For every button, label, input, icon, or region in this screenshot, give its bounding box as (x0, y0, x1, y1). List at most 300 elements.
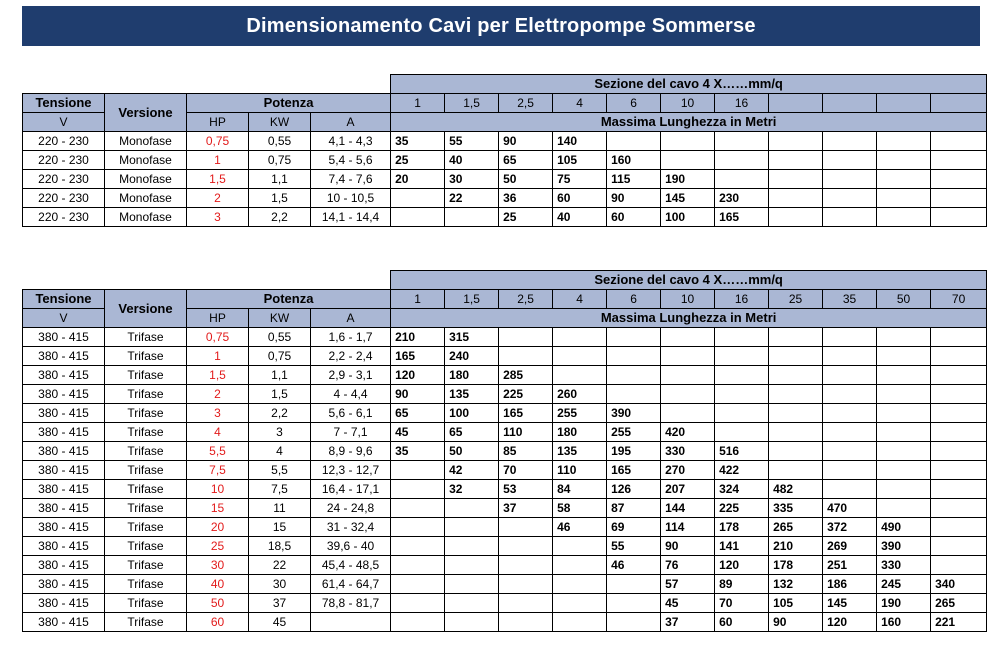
length-cell: 90 (661, 537, 715, 556)
length-cell (931, 208, 987, 227)
length-cell: 490 (877, 518, 931, 537)
length-cell (769, 461, 823, 480)
tensione-header: Tensione (23, 290, 105, 309)
hp-cell: 1,5 (187, 366, 249, 385)
potenza-header: Potenza (187, 94, 391, 113)
table-row (23, 385, 987, 404)
length-cell (607, 328, 661, 347)
kw-unit-header: KW (249, 113, 311, 132)
section-size-cell (823, 94, 877, 113)
kw-cell: 11 (249, 499, 311, 518)
ampere-cell: 24 - 24,8 (311, 499, 391, 518)
table-row (23, 461, 987, 480)
length-cell: 230 (715, 189, 769, 208)
tensione-cell: 380 - 415 (23, 404, 105, 423)
hp-cell: 2 (187, 385, 249, 404)
length-cell (715, 423, 769, 442)
tensione-cell: 380 - 415 (23, 328, 105, 347)
hp-cell: 3 (187, 404, 249, 423)
section-size-cell: 50 (877, 290, 931, 309)
length-cell: 65 (499, 151, 553, 170)
length-cell: 37 (499, 499, 553, 518)
length-cell (715, 385, 769, 404)
length-cell: 45 (391, 423, 445, 442)
length-cell: 32 (445, 480, 499, 499)
length-cell (823, 461, 877, 480)
trifase-table (22, 270, 987, 632)
kw-cell: 1,1 (249, 366, 311, 385)
length-cell: 115 (607, 170, 661, 189)
length-cell (553, 537, 607, 556)
length-cell: 145 (823, 594, 877, 613)
sezione-header: Sezione del cavo 4 X……mm/q (391, 271, 987, 290)
length-cell (715, 132, 769, 151)
length-cell: 324 (715, 480, 769, 499)
kw-cell: 45 (249, 613, 311, 632)
versione-cell: Trifase (105, 423, 187, 442)
kw-cell: 2,2 (249, 404, 311, 423)
table-row (23, 189, 987, 208)
length-cell: 135 (445, 385, 499, 404)
v-unit-header: V (23, 309, 105, 328)
length-cell (499, 518, 553, 537)
length-cell (553, 613, 607, 632)
length-cell (391, 594, 445, 613)
kw-cell: 0,75 (249, 151, 311, 170)
blank-cell (23, 271, 391, 290)
length-cell: 390 (607, 404, 661, 423)
hp-cell: 4 (187, 423, 249, 442)
ampere-cell: 78,8 - 81,7 (311, 594, 391, 613)
length-cell: 40 (553, 208, 607, 227)
length-cell: 58 (553, 499, 607, 518)
length-cell: 65 (391, 404, 445, 423)
length-cell (931, 461, 987, 480)
kw-cell: 1,1 (249, 170, 311, 189)
section-size-cell (931, 94, 987, 113)
length-cell: 141 (715, 537, 769, 556)
length-cell (445, 499, 499, 518)
versione-cell: Trifase (105, 537, 187, 556)
length-cell (823, 151, 877, 170)
length-cell: 330 (661, 442, 715, 461)
length-cell: 135 (553, 442, 607, 461)
length-cell: 165 (499, 404, 553, 423)
v-unit-header: V (23, 113, 105, 132)
length-cell: 482 (769, 480, 823, 499)
length-cell (391, 461, 445, 480)
length-cell (877, 189, 931, 208)
length-cell (769, 366, 823, 385)
kw-cell: 0,55 (249, 132, 311, 151)
tensione-cell: 380 - 415 (23, 613, 105, 632)
versione-header: Versione (105, 94, 187, 132)
section-size-cell: 1 (391, 94, 445, 113)
length-cell: 178 (769, 556, 823, 575)
ampere-cell: 10 - 10,5 (311, 189, 391, 208)
length-cell (769, 347, 823, 366)
length-cell (661, 151, 715, 170)
length-cell: 90 (769, 613, 823, 632)
length-cell (445, 594, 499, 613)
length-cell (607, 594, 661, 613)
length-cell (391, 537, 445, 556)
length-cell (769, 208, 823, 227)
table-row (23, 480, 987, 499)
length-cell: 84 (553, 480, 607, 499)
length-cell (715, 347, 769, 366)
tensione-header: Tensione (23, 94, 105, 113)
length-cell: 114 (661, 518, 715, 537)
table-row (23, 613, 987, 632)
section-size-cell: 4 (553, 94, 607, 113)
versione-cell: Trifase (105, 404, 187, 423)
tensione-cell: 380 - 415 (23, 499, 105, 518)
length-cell (931, 328, 987, 347)
hp-cell: 5,5 (187, 442, 249, 461)
length-cell: 330 (877, 556, 931, 575)
length-cell: 516 (715, 442, 769, 461)
length-cell: 70 (499, 461, 553, 480)
length-cell (607, 575, 661, 594)
length-cell: 60 (607, 208, 661, 227)
versione-cell: Trifase (105, 385, 187, 404)
versione-cell: Trifase (105, 366, 187, 385)
section-size-cell: 6 (607, 94, 661, 113)
length-cell (931, 132, 987, 151)
section-size-cell: 6 (607, 290, 661, 309)
length-cell (499, 328, 553, 347)
ampere-cell: 7,4 - 7,6 (311, 170, 391, 189)
length-cell: 120 (715, 556, 769, 575)
length-cell (931, 347, 987, 366)
tensione-cell: 220 - 230 (23, 132, 105, 151)
length-cell (931, 442, 987, 461)
kw-cell: 0,75 (249, 347, 311, 366)
length-cell (661, 347, 715, 366)
hp-cell: 40 (187, 575, 249, 594)
length-cell (823, 208, 877, 227)
length-cell: 90 (499, 132, 553, 151)
length-cell (661, 385, 715, 404)
section-size-cell: 16 (715, 94, 769, 113)
length-cell (769, 170, 823, 189)
ampere-cell: 39,6 - 40 (311, 537, 391, 556)
length-cell (823, 480, 877, 499)
section-size-cell (877, 94, 931, 113)
length-cell: 335 (769, 499, 823, 518)
length-cell (391, 575, 445, 594)
section-size-cell: 4 (553, 290, 607, 309)
length-cell: 251 (823, 556, 877, 575)
length-cell: 110 (499, 423, 553, 442)
section-size-cell: 25 (769, 290, 823, 309)
length-cell: 90 (607, 189, 661, 208)
length-cell (391, 518, 445, 537)
length-cell: 30 (445, 170, 499, 189)
table-row (23, 132, 987, 151)
section-size-cell: 1,5 (445, 94, 499, 113)
length-cell: 75 (553, 170, 607, 189)
column-header-row (23, 290, 987, 309)
length-cell (877, 366, 931, 385)
versione-cell: Trifase (105, 328, 187, 347)
table-row (23, 328, 987, 347)
kw-cell: 4 (249, 442, 311, 461)
length-cell (823, 170, 877, 189)
length-cell: 37 (661, 613, 715, 632)
tensione-cell: 380 - 415 (23, 556, 105, 575)
section-size-cell: 2,5 (499, 290, 553, 309)
length-cell (661, 404, 715, 423)
length-cell: 55 (445, 132, 499, 151)
length-cell (931, 189, 987, 208)
hp-cell: 10 (187, 480, 249, 499)
ampere-cell: 16,4 - 17,1 (311, 480, 391, 499)
versione-cell: Trifase (105, 575, 187, 594)
length-cell (769, 328, 823, 347)
length-cell: 53 (499, 480, 553, 499)
versione-cell: Trifase (105, 442, 187, 461)
monofase-table (22, 74, 987, 227)
hp-cell: 0,75 (187, 328, 249, 347)
length-cell (823, 132, 877, 151)
table-row (23, 347, 987, 366)
length-cell: 35 (391, 442, 445, 461)
length-cell: 105 (553, 151, 607, 170)
table-row (23, 366, 987, 385)
length-cell (391, 499, 445, 518)
length-cell (769, 151, 823, 170)
length-cell (877, 347, 931, 366)
length-cell (661, 366, 715, 385)
length-cell: 165 (715, 208, 769, 227)
length-cell: 265 (769, 518, 823, 537)
hp-cell: 50 (187, 594, 249, 613)
length-cell (553, 328, 607, 347)
versione-cell: Trifase (105, 499, 187, 518)
versione-cell: Monofase (105, 132, 187, 151)
length-cell (607, 613, 661, 632)
massima-header: Massima Lunghezza in Metri (391, 113, 987, 132)
length-cell (769, 423, 823, 442)
length-cell (553, 347, 607, 366)
length-cell: 60 (715, 613, 769, 632)
tensione-cell: 380 - 415 (23, 575, 105, 594)
section-size-cell (769, 94, 823, 113)
tensione-cell: 220 - 230 (23, 151, 105, 170)
length-cell (931, 518, 987, 537)
ampere-cell: 2,2 - 2,4 (311, 347, 391, 366)
length-cell: 255 (553, 404, 607, 423)
ampere-cell: 4 - 4,4 (311, 385, 391, 404)
ampere-cell: 2,9 - 3,1 (311, 366, 391, 385)
length-cell (499, 556, 553, 575)
length-cell: 70 (715, 594, 769, 613)
length-cell: 22 (445, 189, 499, 208)
table-row (23, 423, 987, 442)
length-cell: 40 (445, 151, 499, 170)
ampere-cell: 14,1 - 14,4 (311, 208, 391, 227)
versione-cell: Trifase (105, 613, 187, 632)
length-cell (715, 366, 769, 385)
hp-cell: 25 (187, 537, 249, 556)
tensione-cell: 380 - 415 (23, 518, 105, 537)
versione-header: Versione (105, 290, 187, 328)
ampere-cell: 5,4 - 5,6 (311, 151, 391, 170)
length-cell: 190 (877, 594, 931, 613)
length-cell: 178 (715, 518, 769, 537)
length-cell (607, 366, 661, 385)
length-cell (823, 328, 877, 347)
ampere-cell: 7 - 7,1 (311, 423, 391, 442)
length-cell (553, 575, 607, 594)
hp-cell: 0,75 (187, 132, 249, 151)
versione-cell: Trifase (105, 556, 187, 575)
length-cell (715, 328, 769, 347)
length-cell (877, 442, 931, 461)
length-cell: 55 (607, 537, 661, 556)
length-cell: 20 (391, 170, 445, 189)
length-cell (445, 613, 499, 632)
length-cell: 126 (607, 480, 661, 499)
length-cell: 25 (499, 208, 553, 227)
length-cell (931, 423, 987, 442)
hp-cell: 20 (187, 518, 249, 537)
kw-cell: 30 (249, 575, 311, 594)
length-cell (391, 480, 445, 499)
length-cell (499, 594, 553, 613)
length-cell: 470 (823, 499, 877, 518)
section-size-cell: 16 (715, 290, 769, 309)
length-cell (823, 404, 877, 423)
tensione-cell: 380 - 415 (23, 347, 105, 366)
length-cell (715, 170, 769, 189)
length-cell (445, 208, 499, 227)
versione-cell: Monofase (105, 208, 187, 227)
kw-cell: 1,5 (249, 385, 311, 404)
length-cell: 50 (499, 170, 553, 189)
length-cell (823, 347, 877, 366)
length-cell: 145 (661, 189, 715, 208)
length-cell (823, 366, 877, 385)
table-row (23, 594, 987, 613)
table-row (23, 537, 987, 556)
section-size-cell: 35 (823, 290, 877, 309)
length-cell: 65 (445, 423, 499, 442)
length-cell: 210 (391, 328, 445, 347)
kw-cell: 1,5 (249, 189, 311, 208)
table-row (23, 170, 987, 189)
length-cell: 195 (607, 442, 661, 461)
length-cell (715, 404, 769, 423)
ampere-cell: 1,6 - 1,7 (311, 328, 391, 347)
length-cell: 100 (445, 404, 499, 423)
length-cell: 120 (823, 613, 877, 632)
length-cell: 190 (661, 170, 715, 189)
table-row (23, 404, 987, 423)
length-cell (877, 461, 931, 480)
length-cell (607, 347, 661, 366)
length-cell (391, 189, 445, 208)
length-cell: 160 (877, 613, 931, 632)
length-cell (445, 556, 499, 575)
length-cell (661, 328, 715, 347)
length-cell: 245 (877, 575, 931, 594)
length-cell: 372 (823, 518, 877, 537)
length-cell (931, 366, 987, 385)
tensione-cell: 220 - 230 (23, 170, 105, 189)
length-cell (445, 575, 499, 594)
length-cell (499, 613, 553, 632)
table-row (23, 151, 987, 170)
length-cell (931, 499, 987, 518)
hp-cell: 60 (187, 613, 249, 632)
length-cell (877, 170, 931, 189)
length-cell: 390 (877, 537, 931, 556)
length-cell: 60 (553, 189, 607, 208)
ampere-cell: 4,1 - 4,3 (311, 132, 391, 151)
page-title: Dimensionamento Cavi per Elettropompe Sommerse (22, 6, 980, 46)
length-cell (499, 575, 553, 594)
length-cell: 87 (607, 499, 661, 518)
tensione-cell: 220 - 230 (23, 189, 105, 208)
length-cell: 45 (661, 594, 715, 613)
length-cell: 90 (391, 385, 445, 404)
kw-cell: 18,5 (249, 537, 311, 556)
potenza-header: Potenza (187, 290, 391, 309)
length-cell: 210 (769, 537, 823, 556)
length-cell: 269 (823, 537, 877, 556)
length-cell (931, 556, 987, 575)
length-cell: 132 (769, 575, 823, 594)
ampere-cell (311, 613, 391, 632)
section-size-cell: 70 (931, 290, 987, 309)
length-cell: 340 (931, 575, 987, 594)
section-size-cell: 1,5 (445, 290, 499, 309)
length-cell: 165 (391, 347, 445, 366)
length-cell (553, 594, 607, 613)
hp-cell: 15 (187, 499, 249, 518)
length-cell: 285 (499, 366, 553, 385)
versione-cell: Trifase (105, 461, 187, 480)
length-cell (823, 442, 877, 461)
kw-cell: 7,5 (249, 480, 311, 499)
column-header-row (23, 94, 987, 113)
length-cell: 76 (661, 556, 715, 575)
tensione-cell: 380 - 415 (23, 442, 105, 461)
tensione-cell: 380 - 415 (23, 385, 105, 404)
length-cell (769, 385, 823, 404)
length-cell (877, 499, 931, 518)
length-cell: 85 (499, 442, 553, 461)
sezione-header: Sezione del cavo 4 X……mm/q (391, 75, 987, 94)
length-cell: 46 (553, 518, 607, 537)
length-cell: 35 (391, 132, 445, 151)
ampere-cell: 61,4 - 64,7 (311, 575, 391, 594)
versione-cell: Trifase (105, 518, 187, 537)
hp-cell: 30 (187, 556, 249, 575)
table-row (23, 499, 987, 518)
section-size-cell: 1 (391, 290, 445, 309)
table-row (23, 556, 987, 575)
blank-cell (23, 75, 391, 94)
kw-cell: 37 (249, 594, 311, 613)
length-cell: 180 (445, 366, 499, 385)
versione-cell: Monofase (105, 170, 187, 189)
length-cell (877, 385, 931, 404)
length-cell: 110 (553, 461, 607, 480)
